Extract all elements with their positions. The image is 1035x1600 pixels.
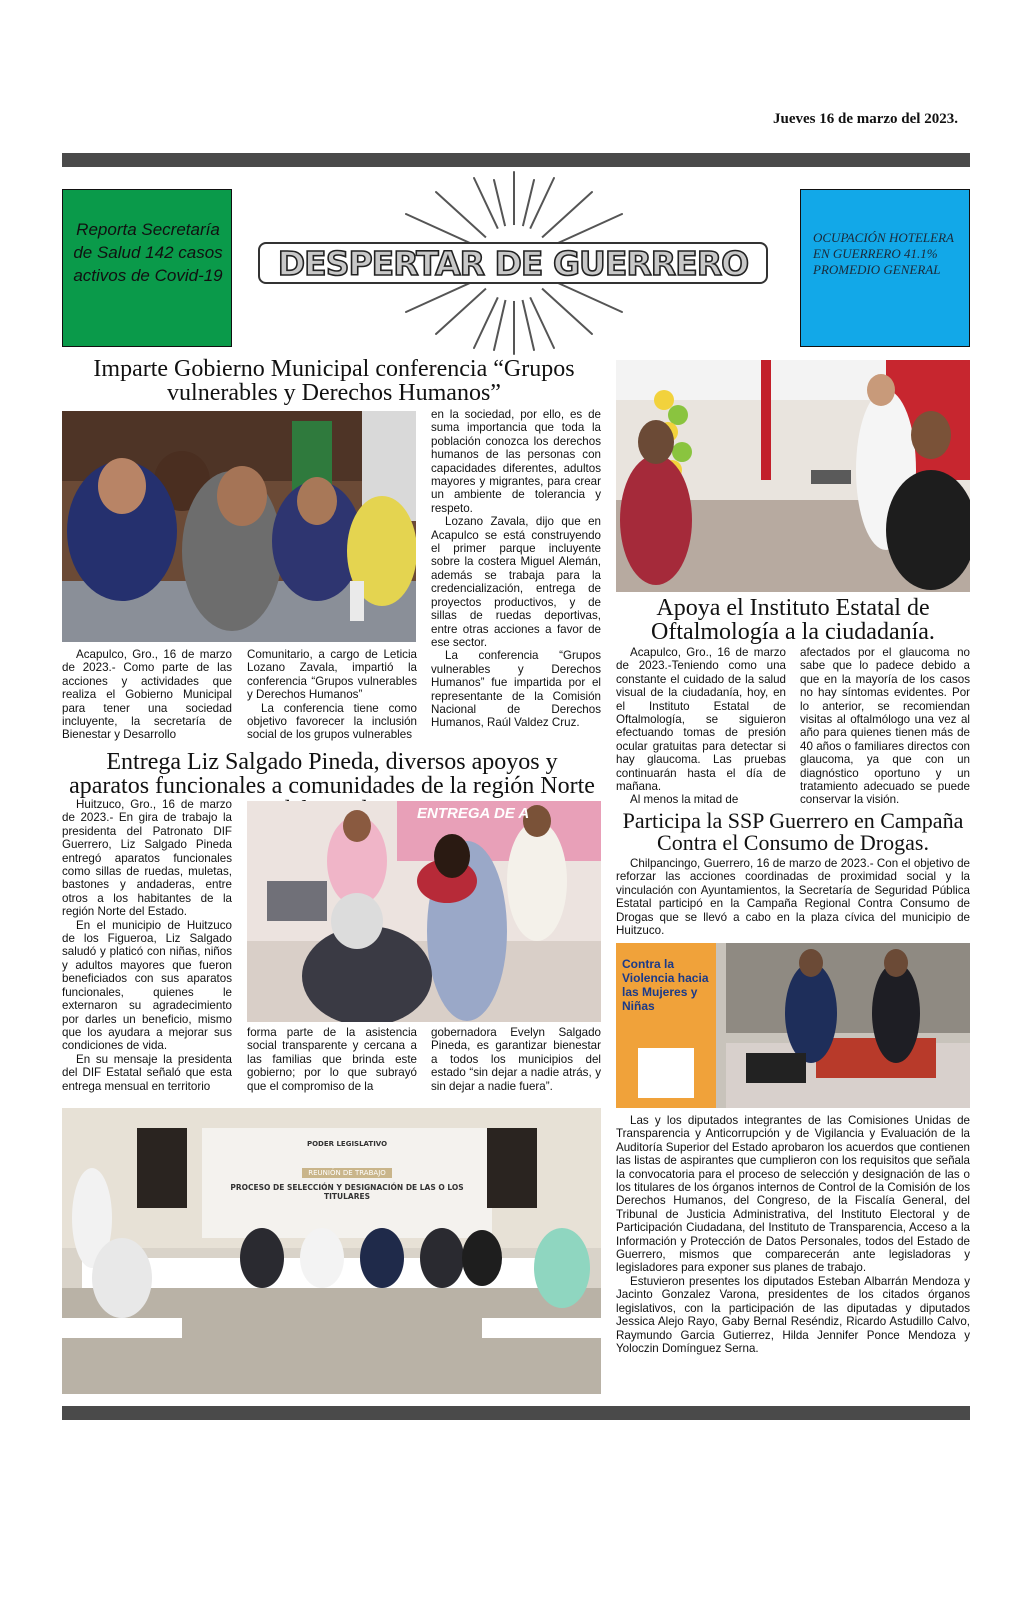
- article2-col2-text: afectados por el glaucoma no sabe que lo padece debido a que en la mayoría de los casos no hay síntomas evidentes. Por lo anterior, se recomiendan visitas al oftalmólogo una vez al año para quienes tienen más de 40 años o familiares directos con glaucoma, ya que con un diagnóstico oportuno y un tratamiento adecuado se puede conservar la visión.: [800, 646, 970, 807]
- article3-col2-text: forma parte de la asistencia social transparente y cercana a las familias que brinda este gobierno; por lo que subrayó que el compromiso de la: [247, 1026, 417, 1093]
- article1-column3: [431, 408, 601, 730]
- article1-column2: [247, 648, 417, 742]
- article3-col1-p1: Huitzuco, Gro., 16 de marzo de 2023.- En gira de trabajo la presidenta del Patronato DIF Guerrero, Liz Salgado Pineda entregó aparatos funcionales como sillas de ruedas, muletas, bastones y andaderas, entre otros a los habitantes de la región Norte del Estado.: [62, 798, 232, 919]
- article3-col1-p2: En el municipio de Huitzuco de los Figueroa, Liz Salgado saludó y platicó con niñas, niños y adultos mayores que fueron beneficiados con sus aparatos funcionales, quienes le externaron su agradecimiento por darles un beneficio, mismo que los ayudara a mejorar sus condiciones de vida.: [62, 918, 232, 1053]
- bottom-rule: [62, 1406, 970, 1420]
- article2-headline: Apoya el Instituto Estatal de Oftalmología a la ciudadanía.: [651, 595, 935, 645]
- article5-photo[interactable]: [62, 1108, 601, 1394]
- article5-p2: Estuvieron presentes los diputados Esteban Albarrán Mendoza y Jacinto Gonzalez Varona, presidentes de los citados órganos legislativos, con la participación de las diputadas y diputados Jessica Alejo Rayo, Gaby Bernal Reséndiz, Ricardo Astudillo Calvo, Raymundo Garcia Gutierrez, Hilda Jennifer Ponce Mendoza y Yoloczin Domínguez Serna.: [616, 1274, 970, 1355]
- article3-column2: [247, 1026, 417, 1093]
- article1-col3-p1: en la sociedad, por ello, es de suma importancia que toda la población conozca los derechos humanos de las personas con capacidades diferentes, adultos mayores y migrantes, para crear un ambiente de tolerancia y respeto.: [431, 408, 601, 515]
- delivery-banner-text: ENTREGA DE A: [417, 805, 530, 822]
- article2-col1-p2: Al menos la mitad de: [630, 793, 739, 807]
- article3-column1: [62, 798, 232, 1093]
- article1-col2-text: Comunitario, a cargo de Leticia Lozano Zavala, impartió la conferencia “Grupos vulnerables y Derechos Humanos”: [247, 648, 417, 702]
- article2-column1: [616, 646, 786, 807]
- article1-col3-p2: Lozano Zavala, dijo que en Acapulco se está construyendo el primer parque incluyente sobre la costera Miguel Alemán, además se trabaja para la credencialización, entrega de proyectos productivos, y de sillas de ruedas deportivas, entre otras acciones a favor de ese sector.: [431, 515, 601, 649]
- article3-column3: [431, 1026, 601, 1093]
- article2-column2: [800, 646, 970, 807]
- article1-col1-text: Acapulco, Gro., 16 de marzo de 2023.- Como parte de las acciones y actividades que realiza el Gobierno Municipal para tener una sociedad incluyente, la secretaría de Bienestar y Desarrollo: [62, 648, 232, 742]
- article3-col3-text: gobernadora Evelyn Salgado Pineda, es garantizar bienestar a todos los municipios del estado “sin dejar a nadie atrás, y sin dejar a nadie fuera”.: [431, 1026, 601, 1093]
- session-banner-line3: PROCESO DE SELECCIÓN Y DESIGNACIÓN DE LAS O LOS TITULARES: [230, 1183, 464, 1201]
- article4-headline: Participa la SSP Guerrero en Campaña Contra el Consumo de Drogas.: [622, 808, 964, 855]
- article2-photo[interactable]: [616, 360, 970, 592]
- masthead-title: DESPERTAR DE GUERRERO: [277, 244, 749, 283]
- session-banner-line1: PODER LEGISLATIVO: [306, 1140, 388, 1148]
- article1-col3-p3: La conferencia “Grupos vulnerables y Derechos Humanos” fue impartida por el representante de la Comisión Nacional de Derechos Humanos, Raúl Valdez Cruz.: [431, 649, 601, 730]
- article4-body-text: Chilpancingo, Guerrero, 16 de marzo de 2023.- Con el objetivo de reforzar las acciones coordinadas de proximidad social y la vinculación con Ayuntamientos, la Secretaría de Seguridad Pública Estatal participó en la Campaña Regional Contra Consumo de Drogas que se llevó a cabo en la plaza cívica del municipio de Huitzuco.: [616, 857, 970, 938]
- article4-photo[interactable]: [616, 943, 970, 1108]
- article5-body: [616, 1114, 970, 1355]
- masthead-logo[interactable]: [240, 170, 788, 356]
- session-banner-line2: REUNIÓN DE TRABAJO: [302, 1168, 392, 1178]
- article5-p1: Las y los diputados integrantes de las Comisiones Unidas de Transparencia y Anticorrupción y de Vigilancia y Evaluación de la Auditoría Superior del Estado aprobaron los acuerdos que contienen las listas de aspirantes que cumplieron con los requisitos que señala la convocatoria para el proceso de selección y designación de las o los titulares de los órganos internos de Control de la Comisión de los Derechos Humanos, del Congreso, de la Fiscalía General, del Tribunal de Justicia Administrativa, del Instituto Electoral y de Participación Ciudadana, del Instituto de Transparencia, Acceso a la Información y Protección de Datos Personales, todos del Estado de Guerrero, mismos que comparecerán ante legisladoras y legisladores para exponer sus planes de trabajo.: [616, 1114, 970, 1275]
- masthead-title-plate: [258, 242, 768, 284]
- hotel-occupancy-text: OCUPACIÓN HOTELERA EN GUERRERO 41.1% PROMEDIO GENERAL: [813, 230, 954, 277]
- hotel-occupancy-box[interactable]: [800, 189, 970, 347]
- covid-news-text: Reporta Secretaría de Salud 142 casos activos de Covid-19: [73, 220, 223, 285]
- session-banner: [212, 1140, 482, 1201]
- article1-col2-text-b: La conferencia tiene como objetivo favorecer la inclusión social de los grupos vulnerables: [247, 701, 417, 742]
- article1-column1: [62, 648, 232, 742]
- article3-photo[interactable]: [247, 801, 601, 1022]
- article1-photo[interactable]: [62, 411, 416, 642]
- campaign-poster-text: Contra la Violencia hacia las Mujeres y Niñas: [622, 957, 709, 1013]
- article3-headline: Entrega Liz Salgado Pineda, diversos apoyos y aparatos funcionales a comunidades de la región Norte: [69, 749, 595, 799]
- article2-col1-p1: Acapulco, Gro., 16 de marzo de 2023.-Teniendo como una constante el cuidado de la salud visual de la ciudadanía, hoy, en el Instituto Estatal de Oftalmología, se siguieron efectuando tomas de presión ocular gratuitas para detectar si hay glaucoma. Las pruebas continuarán hasta el día de mañana.: [616, 646, 786, 794]
- covid-news-box[interactable]: [62, 189, 232, 347]
- article3-col1-p3: En su mensaje la presidenta del DIF Estatal señaló que esta entrega mensual en territorio: [62, 1052, 232, 1093]
- top-rule: [62, 153, 970, 167]
- article4-body: [616, 857, 970, 937]
- issue-date: Jueves 16 de marzo del 2023.: [773, 111, 958, 127]
- article1-headline: Imparte Gobierno Municipal conferencia “Grupos vulnerables y Derechos Humanos”: [93, 356, 575, 406]
